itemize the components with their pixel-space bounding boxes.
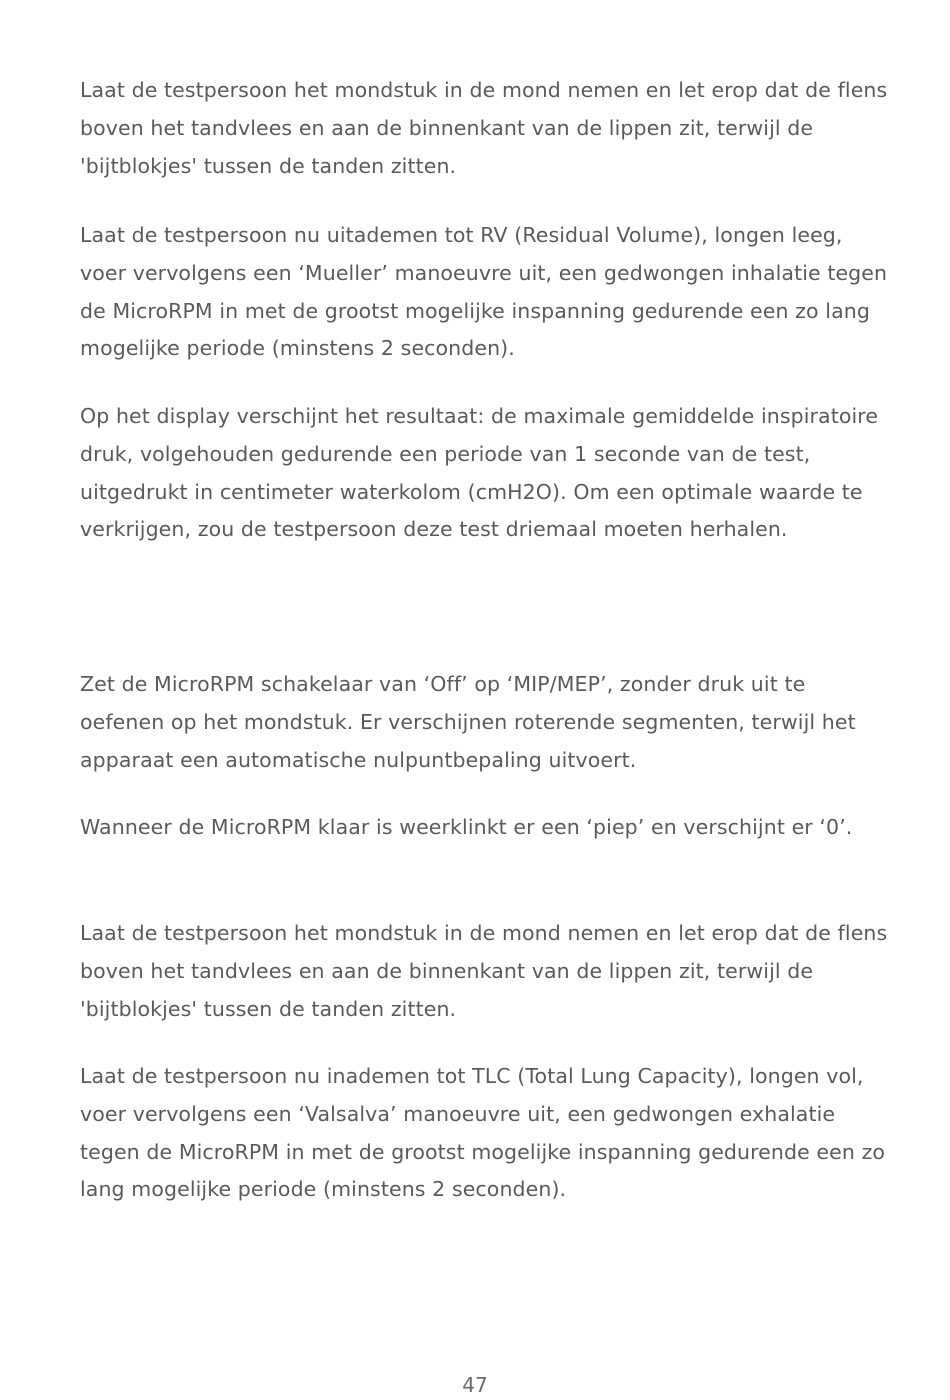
paragraph-ready-beep: Wanneer de MicroRPM klaar is weerklinkt er een ‘piep’ en verschijnt er ‘0’. (80, 815, 853, 839)
paragraph-mouthpiece-placement-1: Laat de testpersoon het mondstuk in de mond nemen en let erop dat de flens boven het tandvlees en aan de binnenkant van de lippen zit, terwijl de 'bijtblokjes' tussen de tanden zitten. (80, 78, 888, 178)
page-number: 47 (462, 1373, 488, 1397)
paragraph-mueller-manoeuvre: Laat de testpersoon nu uitademen tot RV (Residual Volume), longen leeg, voer vervolgens een ‘Mueller’ manoeuvre uit, een gedwongen inhalatie tegen de MicroRPM in met de grootst mogelijke inspanning gedurende een zo lang mogelijke periode (minstens 2 seconden). (80, 223, 888, 361)
paragraph-switch-mip-mep: Zet de MicroRPM schakelaar van ‘Off’ op ‘MIP/MEP’, zonder druk uit te oefenen op het mondstuk. Er verschijnen roterende segmenten, terwijl het apparaat een automatische nulpuntbepaling uitvoert. (80, 672, 856, 772)
paragraph-display-result: Op het display verschijnt het resultaat: de maximale gemiddelde inspiratoire druk, volgehouden gedurende een periode van 1 seconde van de test, uitgedrukt in centimeter waterkolom (cmH2O). Om een optimale waarde te verkrijgen, zou de testpersoon deze test driemaal moeten herhalen. (80, 404, 879, 542)
paragraph-mouthpiece-placement-2: Laat de testpersoon het mondstuk in de mond nemen en let erop dat de flens boven het tandvlees en aan de binnenkant van de lippen zit, terwijl de 'bijtblokjes' tussen de tanden zitten. (80, 921, 888, 1021)
paragraph-valsalva-manoeuvre: Laat de testpersoon nu inademen tot TLC (Total Lung Capacity), longen vol, voer vervolgens een ‘Valsalva’ manoeuvre uit, een gedwongen exhalatie tegen de MicroRPM in met de grootst mogelijke inspanning gedurende een zo lang mogelijke periode (minstens 2 seconden). (80, 1064, 886, 1202)
